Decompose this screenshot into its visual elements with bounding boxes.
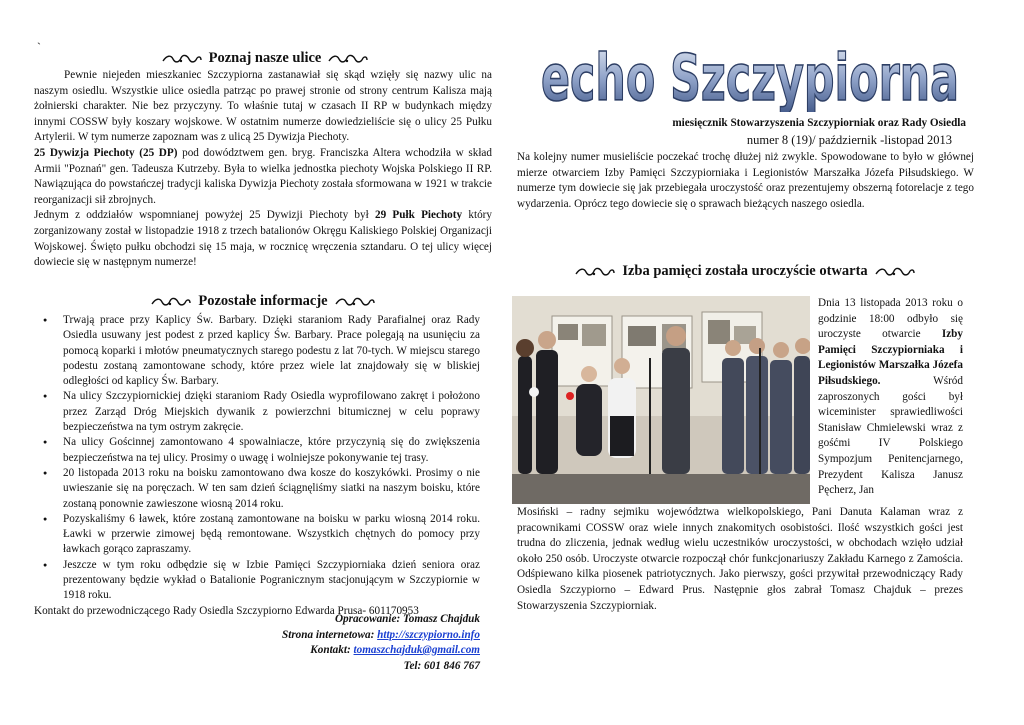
other-info-list <box>34 313 480 604</box>
right-ornament-icon <box>327 53 369 65</box>
list-item: ● Na ulicy Gościnnej zamontowano 4 spowalniacze, które przyczynią się do zwiększenia bezpieczeństwa na tej ulicy. Prosimy o uwagę i wolniejsze pokonywanie tej trasy. <box>34 435 480 466</box>
website-label: Strona internetowa: <box>281 628 375 641</box>
contact-line <box>200 643 480 659</box>
newsletter-subtitle: miesięcznik Stowarzyszenia Szczypiorniak oraz Rady Osiedla <box>672 117 966 129</box>
list-item: ● Trwają prace przy Kaplicy Św. Barbary. Dzięki staraniom Rady Parafialnej oraz Rady Osiedla usuwany jest podest z przed kaplicy Św. Barbary. Prace polegają na usunięciu za pomocą koparki i młotów pneumatycznych starego podestu z lat 70-tych. W miejscu starego podestu zostaną zamontowane schody, które przez wiele lat znajdowały się w bliskiej odległości od kaplicy Św. Barbary. <box>34 313 480 389</box>
section-heading-streets <box>130 50 400 67</box>
left-ornament-icon <box>574 266 616 278</box>
streets-paragraph-3 <box>34 208 492 270</box>
article-title: Izba pamięci została uroczyście otwarta <box>622 263 868 279</box>
streets-paragraph-2 <box>34 146 492 208</box>
masthead-text: echo Szczypiorna <box>541 42 959 112</box>
streets-paragraph-3-post: który zorganizowany został w listopadzie 1918 z trzech batalionów Okręgu Kaliskiego Polskiej Organizacji Wojskowej. Święto pułku obchodzi się 15 maja, w rocznicę wręczenia sztandaru. O tej ulicy więcej dowiecie się w następnym numerze! <box>34 209 492 269</box>
issue-number: numer 8 (19)/ październik -listopad 2013 <box>746 133 952 147</box>
article-side-pre: Dnia 13 listopada 2013 roku o godzinie 18:00 odbyło się uroczyste otwarcie <box>818 297 963 341</box>
article-side-text <box>818 296 963 499</box>
chairman-contact: Kontakt do przewodniczącego Rady Osiedla Szczypiorno Edwarda Prusa- 601170953 <box>34 604 419 617</box>
left-ornament-icon <box>150 296 192 308</box>
section-title: Pozostałe informacje <box>198 293 328 309</box>
stray-mark: ` <box>37 40 41 54</box>
list-item: ● Jeszcze w tym roku odbędzie się w Izbie Pamięci Szczypiorniaka dzień seniora oraz prezentowany będzie wykład o Batalionie Pogranicznym stacjonującym w Szczypiornie w 1918 roku. <box>34 558 480 604</box>
prepared-by: Opracowanie: Tomasz Chajduk <box>334 613 480 625</box>
article-heading <box>540 263 950 280</box>
masthead-logo <box>538 40 963 112</box>
right-ornament-icon <box>334 296 376 308</box>
website-link[interactable]: http://szczypiorno.info <box>377 628 480 641</box>
email-link[interactable]: tomaszchajduk@gmail.com <box>353 644 480 656</box>
left-ornament-icon <box>161 53 203 65</box>
right-ornament-icon <box>874 266 916 278</box>
section-heading-other-info <box>118 293 408 310</box>
streets-paragraph-2-bold: 25 Dywizja Piechoty (25 DP) <box>34 146 178 159</box>
list-item: ● 20 listopada 2013 roku na boisku zamontowano dwa kosze do koszykówki. Prosimy o nie uwieszanie się na poręczach. W ten sam dzień ściągnęliśmy siatki na naszym boisku, które zostaną ponownie zawieszone wiosną 2014 roku. <box>34 466 480 512</box>
streets-paragraph-3-bold: 29 Pułk Piechoty <box>374 209 463 222</box>
list-item: ● Na ulicy Szczypiornickiej dzięki staraniom Rady Osiedla wyprofilowano zakręt i położono przez Zarząd Dróg Miejskich dywanik z powierzchni bitumicznej w celu poprawy bezpieczeństwa na tym ostrym zakręcie. <box>34 389 480 435</box>
intro-paragraph: Na kolejny numer musieliście poczekać trochę dłużej niż zwykle. Spowodowane to było w głównej mierze otwarciem Izby Pamięci Szczypiorniaka i Legionistów Marszałka Józefa Piłsudskiego. W numerze tym dowiecie się jak przebiegała uroczystość oraz prezentujemy obszerną fotorelacje z tego wydarzenia. Oprócz tego dowiecie się o sprawach bieżących naszego osiedla. <box>517 151 974 210</box>
contact-label: Kontakt: <box>310 644 351 656</box>
website-line <box>200 628 480 644</box>
ceremony-photo-image <box>512 296 810 504</box>
credits <box>200 612 480 674</box>
telephone: Tel: 601 846 767 <box>403 659 480 672</box>
article-body: Mosiński – radny sejmiku województwa wielkopolskiego, Pani Danuta Kalaman wraz z pracownikami COSSW oraz wiele innych znakomitych osobistości. Ilość wszystkich gości jest trudna do zliczenia, jednak według wielu uczestników uroczystości, w obchodach wzięło udział około 250 osób. Uroczyste otwarcie rozpoczął chór funkcjonariuszy Zakładu Karnego z Zamościa. Odśpiewano kilka piosenek patriotycznych. Jako pierwszy, gości przywitał przewodniczący Rady Osiedla Szczypiorno – Edward Prus. Następnie głos zabrał Tomasz Chajduk – prezes Stowarzyszenia Szczypiorniak. <box>517 506 963 612</box>
streets-article <box>34 68 492 271</box>
streets-paragraph-3-pre: Jednym z oddziałów wspomnianej powyżej 25 Dywizji Piechoty był <box>34 209 369 222</box>
article-side-bold: Izby Pamięci Szczypiorniaka i Legionistów Marszałka Józefa Piłsudskiego. <box>818 328 963 387</box>
masthead-logo-graphic <box>538 40 963 112</box>
list-item: ● Pozyskaliśmy 6 ławek, które zostaną zamontowane na boisku w parku wiosną 2014 roku. Ławki w przerwie zimowej będą remontowane. Wszystkich chętnych do pomocy przy ławkach gorąco zapraszamy. <box>34 512 480 558</box>
ceremony-photo <box>512 296 810 504</box>
other-info-list-wrap <box>34 313 480 619</box>
section-title: Poznaj nasze ulice <box>208 50 322 66</box>
streets-paragraph-1: Pewnie niejeden mieszkaniec Szczypiorna zastanawiał się skąd wzięły się nazwy ulic na naszym osiedlu. Wszystkie ulice osiedla patrząc po prawej stronie od strony centrum Kalisza mają żołnierski charakter. Nie bez przyczyny. To właśnie tutaj w czasach II RP w budynkach między innymi COSSW były koszary wojskowe. W ostatnim numerze dowiedzieliście się o ulicy 25 Pułku Artylerii. W tym numerze zapoznam was z ulicą 25 Dywizja Piechoty. <box>34 69 492 144</box>
streets-paragraph-2-text: pod dowództwem gen. bryg. Franciszka Altera wchodziła w skład Armii "Poznań" gen. Tadeusza Kutrzeby. Była to wielka jednostka piechoty Wojska Polskiego II RP. Nawiązująca do powstańczej tradycji kaliska Dywizja Piechoty została sformowana w 1921 w trakcie reorganizacji sił zbrojnych. <box>34 146 492 206</box>
article-side-post: Wśród zaproszonych gości był wiceminister sprawiedliwości Stanisław Chmielewski wraz z gośćmi IV Polskiego Sympozjum Penitencjarnego, Prezydent Kalisza Janusz Pęcherz, Jan <box>818 374 963 497</box>
